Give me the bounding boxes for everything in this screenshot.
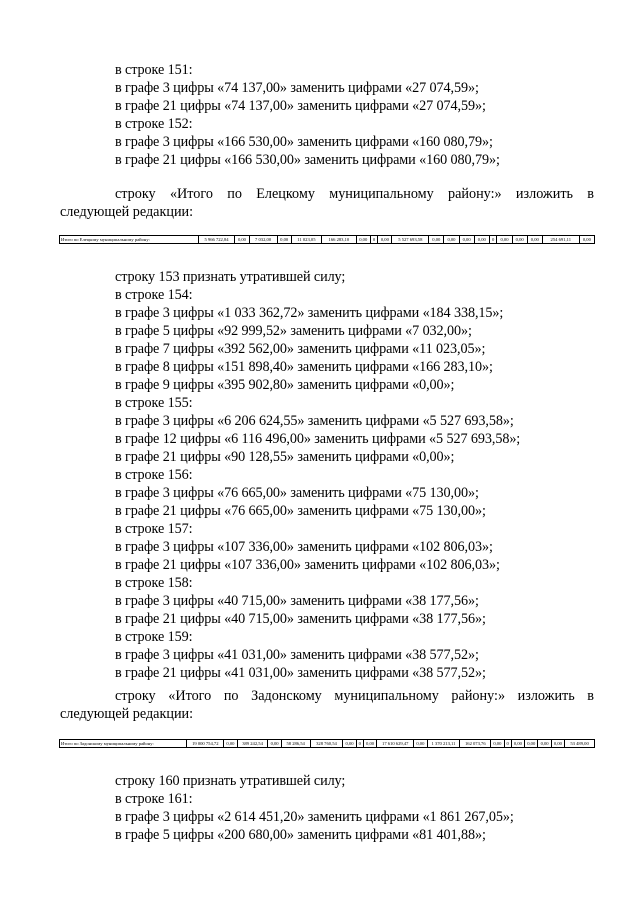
table-cell: 0 [370,236,378,244]
table-cell: Итого по Задонскому муниципальному району: [60,740,187,748]
text-line: строку 153 признать утратившей силу; [115,269,346,285]
text-line: в строке 157: [115,521,193,537]
text-line: в графе 7 цифры «392 562,00» заменить цифрами «11 023,05»; [115,341,486,357]
table-cell: 0,00 [459,236,474,244]
text-line: в графе 3 цифры «1 033 362,72» заменить цифрами «184 338,15»; [115,305,504,321]
paragraph-itogo-zadonsky [60,687,594,723]
text-line: в строке 152: [115,116,193,132]
table-cell: 0,00 [343,740,356,748]
table-cell: 0,00 [444,236,459,244]
table-cell: 53 489,00 [565,740,595,748]
table-cell: 0,00 [512,236,527,244]
table-itogo-zadonsky [59,739,595,748]
table-row [60,236,595,244]
text-line: в строке 158: [115,575,193,591]
text-line: в графе 3 цифры «6 206 624,55» заменить цифрами «5 527 693,58»; [115,413,514,429]
paragraph-line: строку «Итого по Елецкому муниципальному району:» изложить в [115,186,594,202]
table-cell: 0,00 [378,236,392,244]
table-cell: 0 [504,740,511,748]
table-cell: 0 [356,740,363,748]
text-line: в графе 3 цифры «107 336,00» заменить цифрами «102 806,03»; [115,539,493,555]
table-cell: 0,00 [511,740,524,748]
table-cell: 0,00 [527,236,542,244]
text-line: строку 160 признать утратившей силу; [115,773,346,789]
text-line: в графе 3 цифры «40 715,00» заменить цифрами «38 177,56»; [115,593,479,609]
table-itogo-eletsky [59,235,595,244]
text-line: в графе 3 цифры «41 031,00» заменить цифрами «38 577,52»; [115,647,479,663]
text-line: в графе 3 цифры «74 137,00» заменить цифрами «27 074,59»; [115,80,479,96]
table-cell: 11 023,05 [291,236,321,244]
table-cell: 254 691,11 [542,236,579,244]
table-cell: 0,00 [538,740,551,748]
paragraph-line: следующей редакции: [60,204,194,220]
table-cell: 0,00 [235,236,249,244]
text-line: в графе 21 цифры «41 031,00» заменить цифрами «38 577,52»; [115,665,486,681]
text-line: в строке 161: [115,791,193,807]
table-cell: Итого по Елецкому муниципальному району: [60,236,199,244]
text-line: в строке 151: [115,62,193,78]
text-line: в строке 154: [115,287,193,303]
text-line: в строке 155: [115,395,193,411]
table-cell: 1 370 213,11 [427,740,460,748]
text-line: в строке 156: [115,467,193,483]
text-line: в графе 21 цифры «40 715,00» заменить цифрами «38 177,56»; [115,611,486,627]
table-cell: 0,00 [551,740,564,748]
table-cell: 19 000 754,72 [187,740,224,748]
text-line: в строке 159: [115,629,193,645]
text-line: в графе 3 цифры «166 530,00» заменить цифрами «160 080,79»; [115,134,493,150]
table-cell: 0,00 [491,740,504,748]
table-cell: 0,00 [268,740,281,748]
table-cell: 5 527 693,58 [392,236,429,244]
table-cell: 0,00 [429,236,444,244]
table-cell: 328 760,54 [310,740,343,748]
text-line: в графе 9 цифры «395 902,80» заменить цифрами «0,00»; [115,377,455,393]
table-cell: 17 610 629,47 [377,740,414,748]
table-cell: 162 073,76 [460,740,491,748]
table-cell: 166 283,10 [322,236,357,244]
text-line: в графе 21 цифры «107 336,00» заменить цифрами «102 806,03»; [115,557,500,573]
table-cell: 0,00 [224,740,237,748]
table-cell: 0,00 [525,740,538,748]
table-cell: 0 [489,236,497,244]
table-cell: 58 286,54 [281,740,310,748]
text-line: в графе 3 цифры «2 614 451,20» заменить цифрами «1 861 267,05»; [115,809,514,825]
table-row [60,740,595,748]
table-cell: 0,00 [356,236,370,244]
paragraph-line: следующей редакции: [60,706,194,722]
text-line: в графе 3 цифры «76 665,00» заменить цифрами «75 130,00»; [115,485,479,501]
table-cell: 389 242,54 [237,740,268,748]
table-cell: 0,00 [579,236,594,244]
table-cell: 0,00 [414,740,427,748]
text-line: в графе 5 цифры «92 999,52» заменить цифрами «7 032,00»; [115,323,472,339]
paragraph-itogo-eletsky [60,185,594,221]
table-cell: 7 032,00 [249,236,277,244]
text-line: в графе 8 цифры «151 898,40» заменить цифрами «166 283,10»; [115,359,493,375]
table-cell: 0,00 [363,740,376,748]
table-cell: 5 966 722,84 [198,236,235,244]
text-line: в графе 12 цифры «6 116 496,00» заменить цифрами «5 527 693,58»; [115,431,521,447]
text-line: в графе 21 цифры «76 665,00» заменить цифрами «75 130,00»; [115,503,486,519]
text-line: в графе 21 цифры «90 128,55» заменить цифрами «0,00»; [115,449,455,465]
table-cell: 0,00 [497,236,512,244]
table-cell: 0,00 [474,236,489,244]
text-line: в графе 21 цифры «74 137,00» заменить цифрами «27 074,59»; [115,98,486,114]
text-line: в графе 21 цифры «166 530,00» заменить цифрами «160 080,79»; [115,152,500,168]
text-line: в графе 5 цифры «200 680,00» заменить цифрами «81 401,88»; [115,827,486,843]
table-cell: 0,00 [277,236,291,244]
paragraph-line: строку «Итого по Задонскому муниципальному району:» изложить в [115,688,594,704]
